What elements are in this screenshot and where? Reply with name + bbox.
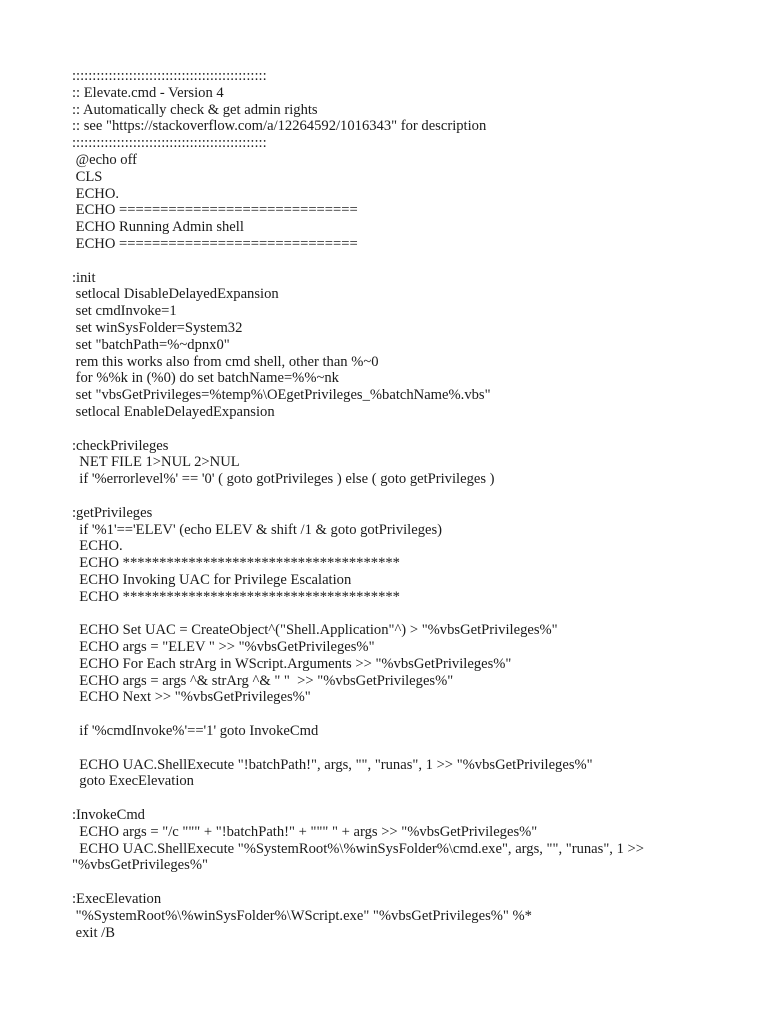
code-line: :: Elevate.cmd - Version 4 [72, 84, 224, 101]
code-line: :ExecElevation [72, 891, 162, 908]
code-line: set cmdInvoke=1 [72, 303, 177, 320]
code-line: @echo off [72, 151, 138, 168]
code-line: :checkPrivileges [72, 437, 169, 454]
code-line: :: Automatically check & get admin rights [72, 101, 318, 118]
blank-line [72, 253, 702, 270]
code-line: if '%errorlevel%' == '0' ( goto gotPrivileges ) else ( goto getPrivileges ) [72, 471, 495, 488]
code-line: exit /B [72, 924, 115, 941]
code-line: ECHO ============================= [72, 235, 358, 252]
blank-line [72, 606, 702, 623]
code-line: ECHO UAC.ShellExecute "!batchPath!", args, "", "runas", 1 >> "%vbsGetPrivileges%" [72, 756, 593, 773]
code-line: ECHO. [72, 185, 120, 202]
code-line: :InvokeCmd [72, 807, 145, 824]
code-line: ECHO Next >> "%vbsGetPrivileges%" [72, 689, 311, 706]
code-line: for %%k in (%0) do set batchName=%%~nk [72, 370, 339, 387]
blank-line [72, 706, 702, 723]
code-line: "%vbsGetPrivileges%" [72, 857, 208, 874]
code-line: ECHO Running Admin shell [72, 219, 244, 236]
code-line: ECHO args = "ELEV " >> "%vbsGetPrivileges%" [72, 639, 375, 656]
document-page [72, 68, 702, 941]
blank-line [72, 790, 702, 807]
code-line: ECHO Invoking UAC for Privilege Escalation [72, 571, 352, 588]
code-line: ECHO args = args ^& strArg ^& " " >> "%vbsGetPrivileges%" [72, 672, 454, 689]
code-line: setlocal EnableDelayedExpansion [72, 403, 275, 420]
code-line: :init [72, 269, 96, 286]
code-line: goto ExecElevation [72, 773, 194, 790]
code-line: if '%cmdInvoke%'=='1' goto InvokeCmd [72, 723, 319, 740]
blank-line [72, 421, 702, 438]
code-line: "%SystemRoot%\%winSysFolder%\WScript.exe" "%vbsGetPrivileges%" %* [72, 907, 532, 924]
blank-line [72, 874, 702, 891]
code-line: :: see "https://stackoverflow.com/a/12264592/1016343" for description [72, 118, 487, 135]
code-line: :getPrivileges [72, 504, 153, 521]
blank-line [72, 740, 702, 757]
code-line: rem this works also from cmd shell, other than %~0 [72, 353, 379, 370]
code-line: ECHO ************************************** [72, 588, 400, 605]
code-line: ECHO For Each strArg in WScript.Arguments >> "%vbsGetPrivileges%" [72, 655, 512, 672]
blank-line [72, 488, 702, 505]
code-line: set "batchPath=%~dpnx0" [72, 336, 230, 353]
code-line: set "vbsGetPrivileges=%temp%\OEgetPrivileges_%batchName%.vbs" [72, 387, 491, 404]
code-line: CLS [72, 168, 103, 185]
code-line: set winSysFolder=System32 [72, 319, 243, 336]
code-line: ECHO. [72, 538, 123, 555]
code-line: setlocal DisableDelayedExpansion [72, 286, 279, 303]
code-line: ECHO UAC.ShellExecute "%SystemRoot%\%winSysFolder%\cmd.exe", args, "", "runas", 1 >> [72, 840, 644, 857]
code-line: :::::::::::::::::::::::::::::::::::::::::::::::: [72, 68, 267, 84]
code-line: NET FILE 1>NUL 2>NUL [72, 454, 240, 471]
code-line: ECHO ============================= [72, 202, 358, 219]
code-line: ECHO ************************************** [72, 555, 400, 572]
code-line: ECHO args = "/c """ + "!batchPath!" + """ " + args >> "%vbsGetPrivileges%" [72, 823, 538, 840]
code-line: :::::::::::::::::::::::::::::::::::::::::::::::: [72, 135, 267, 152]
code-line: if '%1'=='ELEV' (echo ELEV & shift /1 & goto gotPrivileges) [72, 521, 443, 538]
code-line: ECHO Set UAC = CreateObject^("Shell.Application"^) > "%vbsGetPrivileges%" [72, 622, 558, 639]
